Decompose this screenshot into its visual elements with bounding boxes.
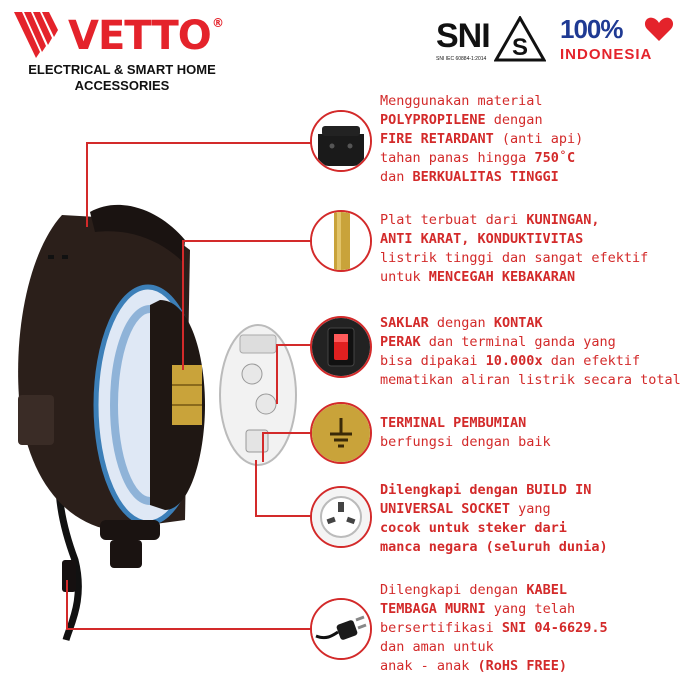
brand-tagline (6, 62, 238, 94)
callout-bold-text: UNIVERSAL SOCKET (380, 501, 511, 517)
callout-text-run: bersertifikasi (380, 620, 502, 636)
callout-line (380, 130, 583, 149)
callout-line (380, 371, 681, 390)
brass-plate-icon (310, 210, 372, 272)
callout-text-run: dan terminal ganda yang (420, 334, 616, 350)
callout-bold-text: KONTAK (493, 315, 543, 331)
callout-line (380, 619, 608, 638)
side-slot (18, 395, 54, 445)
indonesia-percent: 100% (560, 14, 623, 44)
connector-line (86, 142, 312, 144)
callout-text-run: Plat terbuat dari (380, 212, 527, 228)
callout-bold-text: 750 (534, 150, 559, 166)
callout-bold-text: FIRE RETARDANT (380, 131, 494, 147)
callout-line (380, 230, 648, 249)
heart-icon (644, 16, 674, 42)
brand-logo (14, 12, 224, 60)
socket-cover-icon (310, 110, 372, 172)
callout-line (380, 111, 583, 130)
callout-bold-text: MENCEGAH KEBAKARAN (428, 269, 576, 285)
callout-bold-text: SAKLAR (380, 315, 429, 331)
callout-socket-text (380, 481, 608, 557)
brand-name: VETTO (68, 13, 211, 59)
callout-bold-text: PERAK (380, 334, 421, 350)
callout-text-run: dengan (428, 315, 494, 331)
sni-certification (436, 18, 490, 64)
callout-cable-text (380, 581, 608, 676)
callout-line (380, 211, 648, 230)
callout-line (380, 581, 608, 600)
callout-ground-text (380, 414, 551, 452)
callout-bold-text: 10.000x (485, 353, 543, 369)
connector-line (276, 344, 278, 404)
callout-line (380, 538, 608, 557)
v-stripes-logo-icon (14, 12, 70, 58)
callout-text-run: ˚ (558, 150, 567, 166)
switch-icon (310, 316, 372, 378)
callout-bold-text: KABEL (526, 582, 567, 598)
connector-line (66, 628, 312, 630)
callout-switch-text (380, 314, 681, 390)
connector-line (182, 240, 184, 370)
callout-line (380, 333, 681, 352)
s-mark-certification (494, 16, 546, 62)
callout-text-run: dan (380, 169, 413, 185)
callout-text-run: (anti api) (493, 131, 584, 147)
callout-text-run: berfungsi dengan baik (380, 434, 551, 450)
callout-line (380, 268, 648, 287)
callout-text-run: dengan (485, 112, 543, 128)
connector-line (262, 432, 264, 462)
indonesia-word: INDONESIA (560, 46, 653, 63)
callout-bold-text: TEMBAGA MURNI (380, 601, 486, 617)
callout-brass-text (380, 211, 648, 287)
connector-line (255, 460, 257, 517)
callout-text-run: yang telah (485, 601, 576, 617)
callout-line (380, 638, 608, 657)
callout-line (380, 433, 551, 452)
indonesia-badge (560, 14, 690, 66)
callout-bold-text: KUNINGAN, (526, 212, 600, 228)
callout-material-text (380, 92, 583, 187)
callout-text-run: Menggunakan material (380, 93, 543, 109)
callout-text-run: yang (510, 501, 551, 517)
callout-line (380, 600, 608, 619)
cable-plug-end (62, 560, 76, 592)
callout-text-run: dan aman untuk (380, 639, 494, 655)
universal-socket-icon (310, 486, 372, 548)
connector-line (276, 344, 312, 346)
callout-text-run: listrik tinggi dan sangat efektif (380, 250, 649, 266)
callout-line (380, 519, 608, 538)
callout-text-run: bisa dipakai (380, 353, 486, 369)
callout-bold-text: BERKUALITAS TINGGI (412, 169, 559, 185)
callout-bold-text: C (566, 150, 576, 166)
callout-text-run: anak - anak (380, 658, 478, 674)
callout-line (380, 249, 648, 268)
tagline-line-1: ELECTRICAL & SMART HOME (28, 62, 216, 77)
callout-text-run: tahan panas hingga (380, 150, 535, 166)
registered-mark: ® (212, 16, 224, 30)
connector-line (255, 515, 312, 517)
callout-line (380, 481, 608, 500)
brass-terminals (172, 365, 202, 425)
callout-bold-text: ANTI KARAT, KONDUKTIVITAS (380, 231, 584, 247)
callout-bold-text: (RoHS FREE) (477, 658, 567, 674)
ground-terminal-icon (310, 402, 372, 464)
callout-bold-text: SNI 04-6629.5 (501, 620, 608, 636)
callout-bold-text: Dilengkapi dengan BUILD IN (380, 482, 592, 498)
callout-line (380, 500, 608, 519)
plug-cable-icon (310, 598, 372, 660)
callout-line (380, 657, 608, 676)
callout-text-run: mematikan aliran listrik secara total (380, 372, 681, 388)
connector-line (262, 432, 312, 434)
connector-line (182, 240, 312, 242)
callout-text-run: Dilengkapi dengan (380, 582, 527, 598)
connector-line (66, 580, 68, 630)
callout-line (380, 92, 583, 111)
cable-reel-illustration (0, 150, 360, 650)
callout-line (380, 352, 681, 371)
callout-line (380, 149, 583, 168)
tagline-line-2: ACCESSORIES (74, 78, 170, 93)
sni-mark: SNI (436, 17, 490, 55)
callout-line (380, 168, 583, 187)
triangle-s-icon (494, 16, 546, 62)
callout-line (380, 314, 681, 333)
callout-bold-text: POLYPROPILENE (380, 112, 486, 128)
callout-bold-text: manca negara (seluruh dunia) (380, 539, 608, 555)
callout-text-run: dan efektif (542, 353, 641, 369)
sni-standard: SNI IEC 60884-1:2014 (436, 56, 487, 62)
callout-bold-text: cocok untuk steker dari (380, 520, 567, 536)
connector-line (86, 142, 88, 227)
s-mark-letter: S (511, 34, 529, 61)
callout-bold-text: TERMINAL PEMBUMIAN (380, 415, 527, 431)
callout-text-run: untuk (380, 269, 429, 285)
callout-line (380, 414, 551, 433)
